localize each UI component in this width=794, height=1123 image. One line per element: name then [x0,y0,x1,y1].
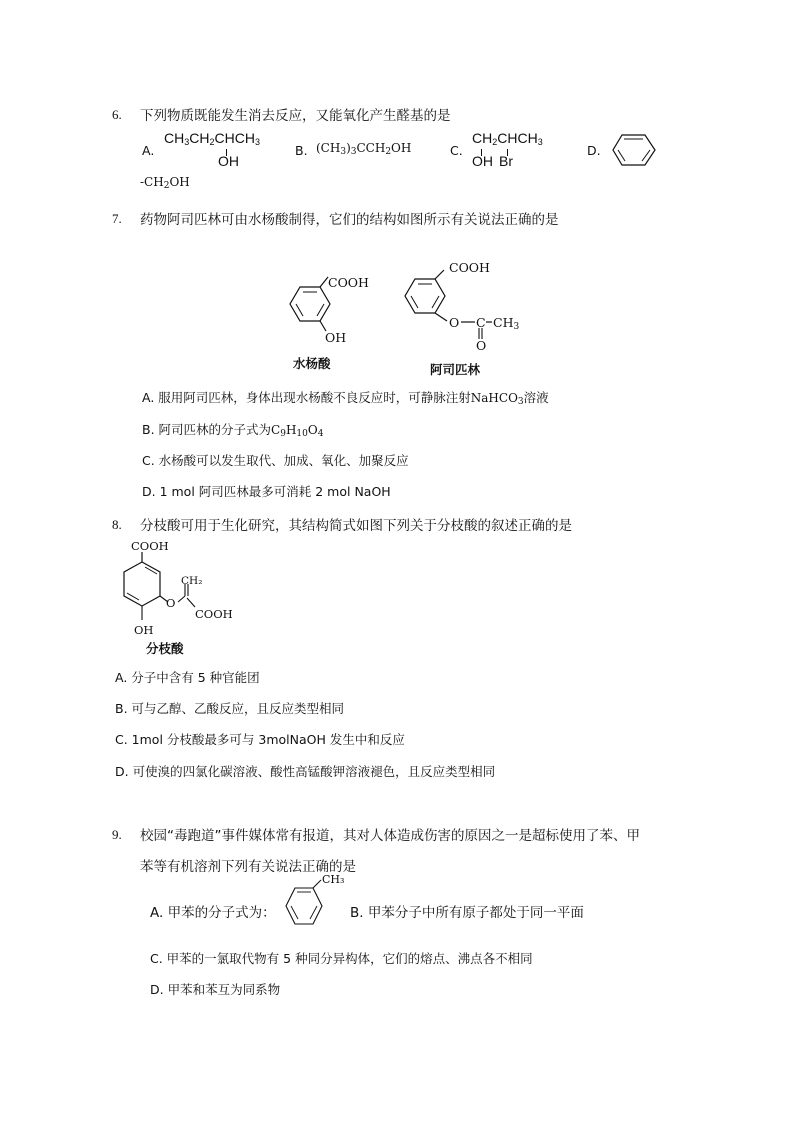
chorismic-ether-oxygen: O [166,596,176,610]
q7-stem: 药物阿司匹林可由水杨酸制得，它们的结构如图所示有关说法正确的是 [140,212,559,228]
q8-option-b: B. 可与乙醇、乙酸反应，且反应类型相同 [115,701,345,716]
benzene-ring-icon [612,134,656,166]
q6-stem: 下列物质既能发生消去反应，又能氧化产生醛基的是 [140,108,451,124]
q7-option-b: B. 阿司匹林的分子式为$C_9H_{10}O_4$ [142,422,324,439]
q9-number: 9. [112,827,122,842]
q6-number: 6. [112,107,122,122]
q6-option-a-oh: OH [218,153,239,169]
chorismic-oh: OH [134,623,154,637]
q6-option-b-formula: $(CH_3)_3CCH_2OH$ [316,141,412,157]
q6-option-a-formula: $CH_3CH_2CHCH_3$ [164,130,260,147]
aspirin-carbonyl-carbon: C [476,315,486,330]
salicylic-acid-name: 水杨酸 [293,356,331,371]
q6-option-d-label: D. [587,143,601,158]
q7-option-a: A. 服用阿司匹林，身体出现水杨酸不良反应时，可静脉注射NaHCO$_3$溶液 [142,390,549,407]
q6-option-d-suffix: $-CH_2OH$ [140,175,190,191]
salicylic-oh: OH [325,330,347,345]
q7-option-d: D. 1 mol 阿司匹林最多可消耗 2 mol NaOH [142,484,391,499]
chorismic-cooh-side: COOH [195,607,233,621]
q9-stem-line-1: 校园“毒跑道”事件媒体常有报道，其对人体造成伤害的原因之一是超标使用了苯、甲 [140,828,640,844]
q9-option-c: C. 甲苯的一氯取代物有 5 种同分异构体，它们的熔点、沸点各不相同 [150,951,533,966]
q8-option-d: D. 可使溴的四氯化碳溶液、酸性高锰酸钾溶液褪色，且反应类型相同 [115,764,496,779]
aspirin-ch3: $CH_3$ [493,315,520,332]
q9-option-d: D. 甲苯和苯互为同系物 [150,982,281,997]
q7-number: 7. [112,211,122,226]
q7-option-c: C. 水杨酸可以发生取代、加成、氧化、加聚反应 [142,453,409,468]
q6-option-a-label: A. [142,143,155,158]
aspirin-cooh: COOH [449,260,490,275]
q9-option-a: A. 甲苯的分子式为： [150,905,276,921]
q6-option-c-formula: $CH_2CHCH_3$ [472,130,543,147]
q8-stem: 分枝酸可用于生化研究，其结构简式如图下列关于分枝酸的叙述正确的是 [140,518,572,534]
toluene-structure [283,886,345,934]
q6-option-c-label: C. [450,143,463,158]
chorismic-cooh-top: COOH [131,539,169,553]
toluene-ch3: CH₃ [322,873,345,886]
salicylic-cooh: COOH [328,275,369,290]
aspirin-structure [400,266,530,356]
chorismic-ch2: CH₂ [181,575,203,587]
aspirin-ester-oxygen: O [449,315,460,330]
q6-option-c-oh: OH [472,153,493,169]
q9-stem-line-2: 苯等有机溶剂下列有关说法正确的是 [140,859,356,875]
aspirin-carbonyl-oxygen: O [476,338,487,353]
q9-option-b: B. 甲苯分子中所有原子都处于同一平面 [350,905,584,921]
q6-option-c-br: Br [499,153,513,169]
chorismic-acid-name: 分枝酸 [146,641,184,656]
q6-option-b-label: B. [295,143,308,158]
q8-option-c: C. 1mol 分枝酸最多可与 3molNaOH 发生中和反应 [115,732,405,747]
q8-number: 8. [112,517,122,532]
aspirin-name: 阿司匹林 [430,362,481,377]
q8-option-a: A. 分子中含有 5 种官能团 [115,670,260,685]
